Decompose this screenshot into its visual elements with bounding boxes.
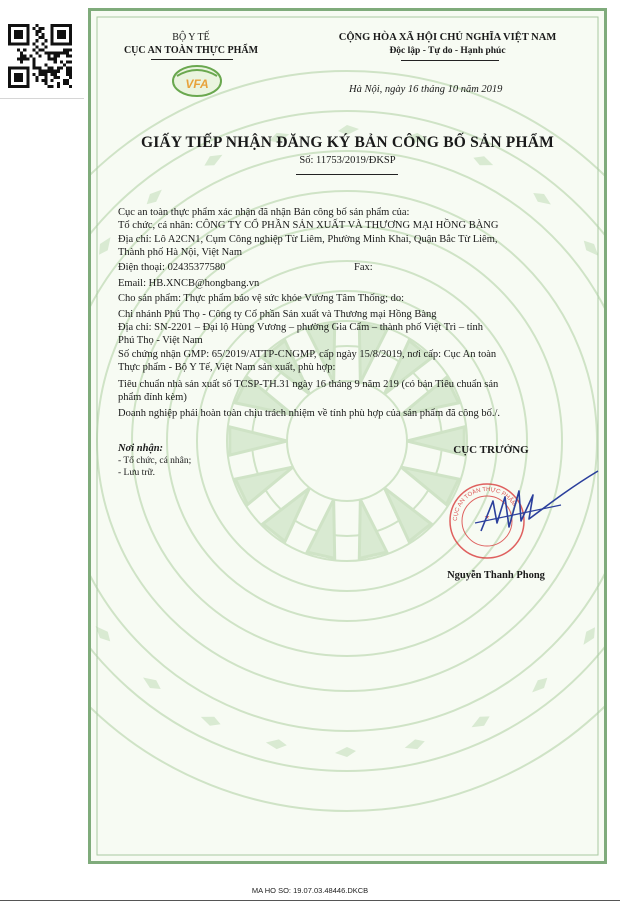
manufacturer-address-line-2: Phú Thọ - Việt Nam	[118, 335, 203, 346]
document-number: Số: 11753/2019/ĐKSP	[299, 155, 396, 166]
qr-code	[8, 24, 72, 88]
title-underline	[296, 174, 398, 175]
manufacturer-line: Chi nhánh Phú Thọ - Công ty Cổ phần Sản xuất và Thương mại Hồng Bàng	[118, 309, 437, 320]
manufacturer-address-line-1: Địa chỉ: SN-2201 – Đại lộ Hùng Vương – phường Gia Cẩm – thành phố Việt Trì – tỉnh	[118, 322, 484, 333]
ministry-name: BỘ Y TẾ	[172, 32, 210, 43]
agency-name: CỤC AN TOÀN THỰC PHẨM	[123, 45, 259, 56]
republic-name: CỘNG HÒA XÃ HỘI CHỦ NGHĨA VIỆT NAM	[338, 32, 557, 43]
recipient-item: - Lưu trữ.	[118, 468, 155, 478]
place-date: Hà Nội, ngày 16 tháng 10 năm 2019	[349, 84, 503, 95]
applicant-address-line-1: Địa chỉ: Lô A2CN1, Cụm Công nghiệp Từ Liêm, Phường Minh Khai, Quận Bắc Từ Liêm,	[118, 234, 498, 245]
gmp-line-1: Số chứng nhận GMP: 65/2019/ATTP-CNGMP, cấp ngày 15/8/2019, nơi cấp: Cục An toàn	[118, 349, 497, 360]
motto-underline	[401, 60, 499, 61]
phone-line: Điện thoại: 02435377580	[118, 262, 226, 273]
document-title: GIẤY TIẾP NHẬN ĐĂNG KÝ BẢN CÔNG BỐ SẢN PHẨM	[141, 134, 554, 151]
responsibility-line: Doanh nghiệp phải hoàn toàn chịu trách nhiệm về tính phù hợp của sản phẩm đã công bố./.	[118, 408, 500, 419]
national-motto: Độc lập - Tự do - Hạnh phúc	[389, 46, 506, 56]
certificate	[88, 8, 607, 864]
email-line: Email: HB.XNCB@hongbang.vn	[118, 278, 260, 289]
signer-title: CỤC TRƯỞNG	[453, 444, 529, 456]
footer-rule	[0, 900, 620, 901]
svg-text:★: ★	[484, 514, 490, 521]
standard-line-2: phẩm đính kèm)	[118, 392, 187, 403]
fax-label: Fax:	[354, 262, 373, 273]
recipient-item: - Tổ chức, cá nhân;	[118, 456, 192, 466]
intro-line: Cục an toàn thực phẩm xác nhận đã nhận Bản công bố sản phẩm của:	[118, 207, 410, 218]
recipients-heading: Nơi nhận:	[118, 443, 164, 454]
applicant-line: Tổ chức, cá nhân: CÔNG TY CỔ PHẦN SẢN XUẤT VÀ THƯƠNG MẠI HỒNG BÀNG	[118, 220, 499, 231]
vfa-logo	[171, 64, 223, 98]
qr-divider	[0, 98, 84, 99]
signer-name: Nguyễn Thanh Phong	[447, 570, 545, 581]
standard-line-1: Tiêu chuẩn nhà sản xuất số TCSP-TH.31 ngày 16 tháng 9 năm 219 (có bản Tiêu chuẩn sản	[118, 379, 499, 390]
signature	[463, 461, 603, 551]
product-line: Cho sản phẩm: Thực phẩm bảo vệ sức khỏe Vương Tâm Thống; do:	[118, 293, 405, 304]
svg-text:VFA: VFA	[185, 77, 209, 91]
dossier-code: MA HO SO: 19.07.03.48446.DKCB	[251, 886, 369, 895]
agency-underline	[151, 59, 233, 60]
gmp-line-2: Thực phẩm - Bộ Y Tế, Việt Nam sản xuất, phù hợp:	[118, 362, 336, 373]
applicant-address-line-2: Thành phố Hà Nội, Việt Nam	[118, 247, 242, 258]
svg-text:CỤC AN TOÀN THỰC PHẨM: CỤC AN TOÀN THỰC PHẨM	[452, 486, 517, 522]
